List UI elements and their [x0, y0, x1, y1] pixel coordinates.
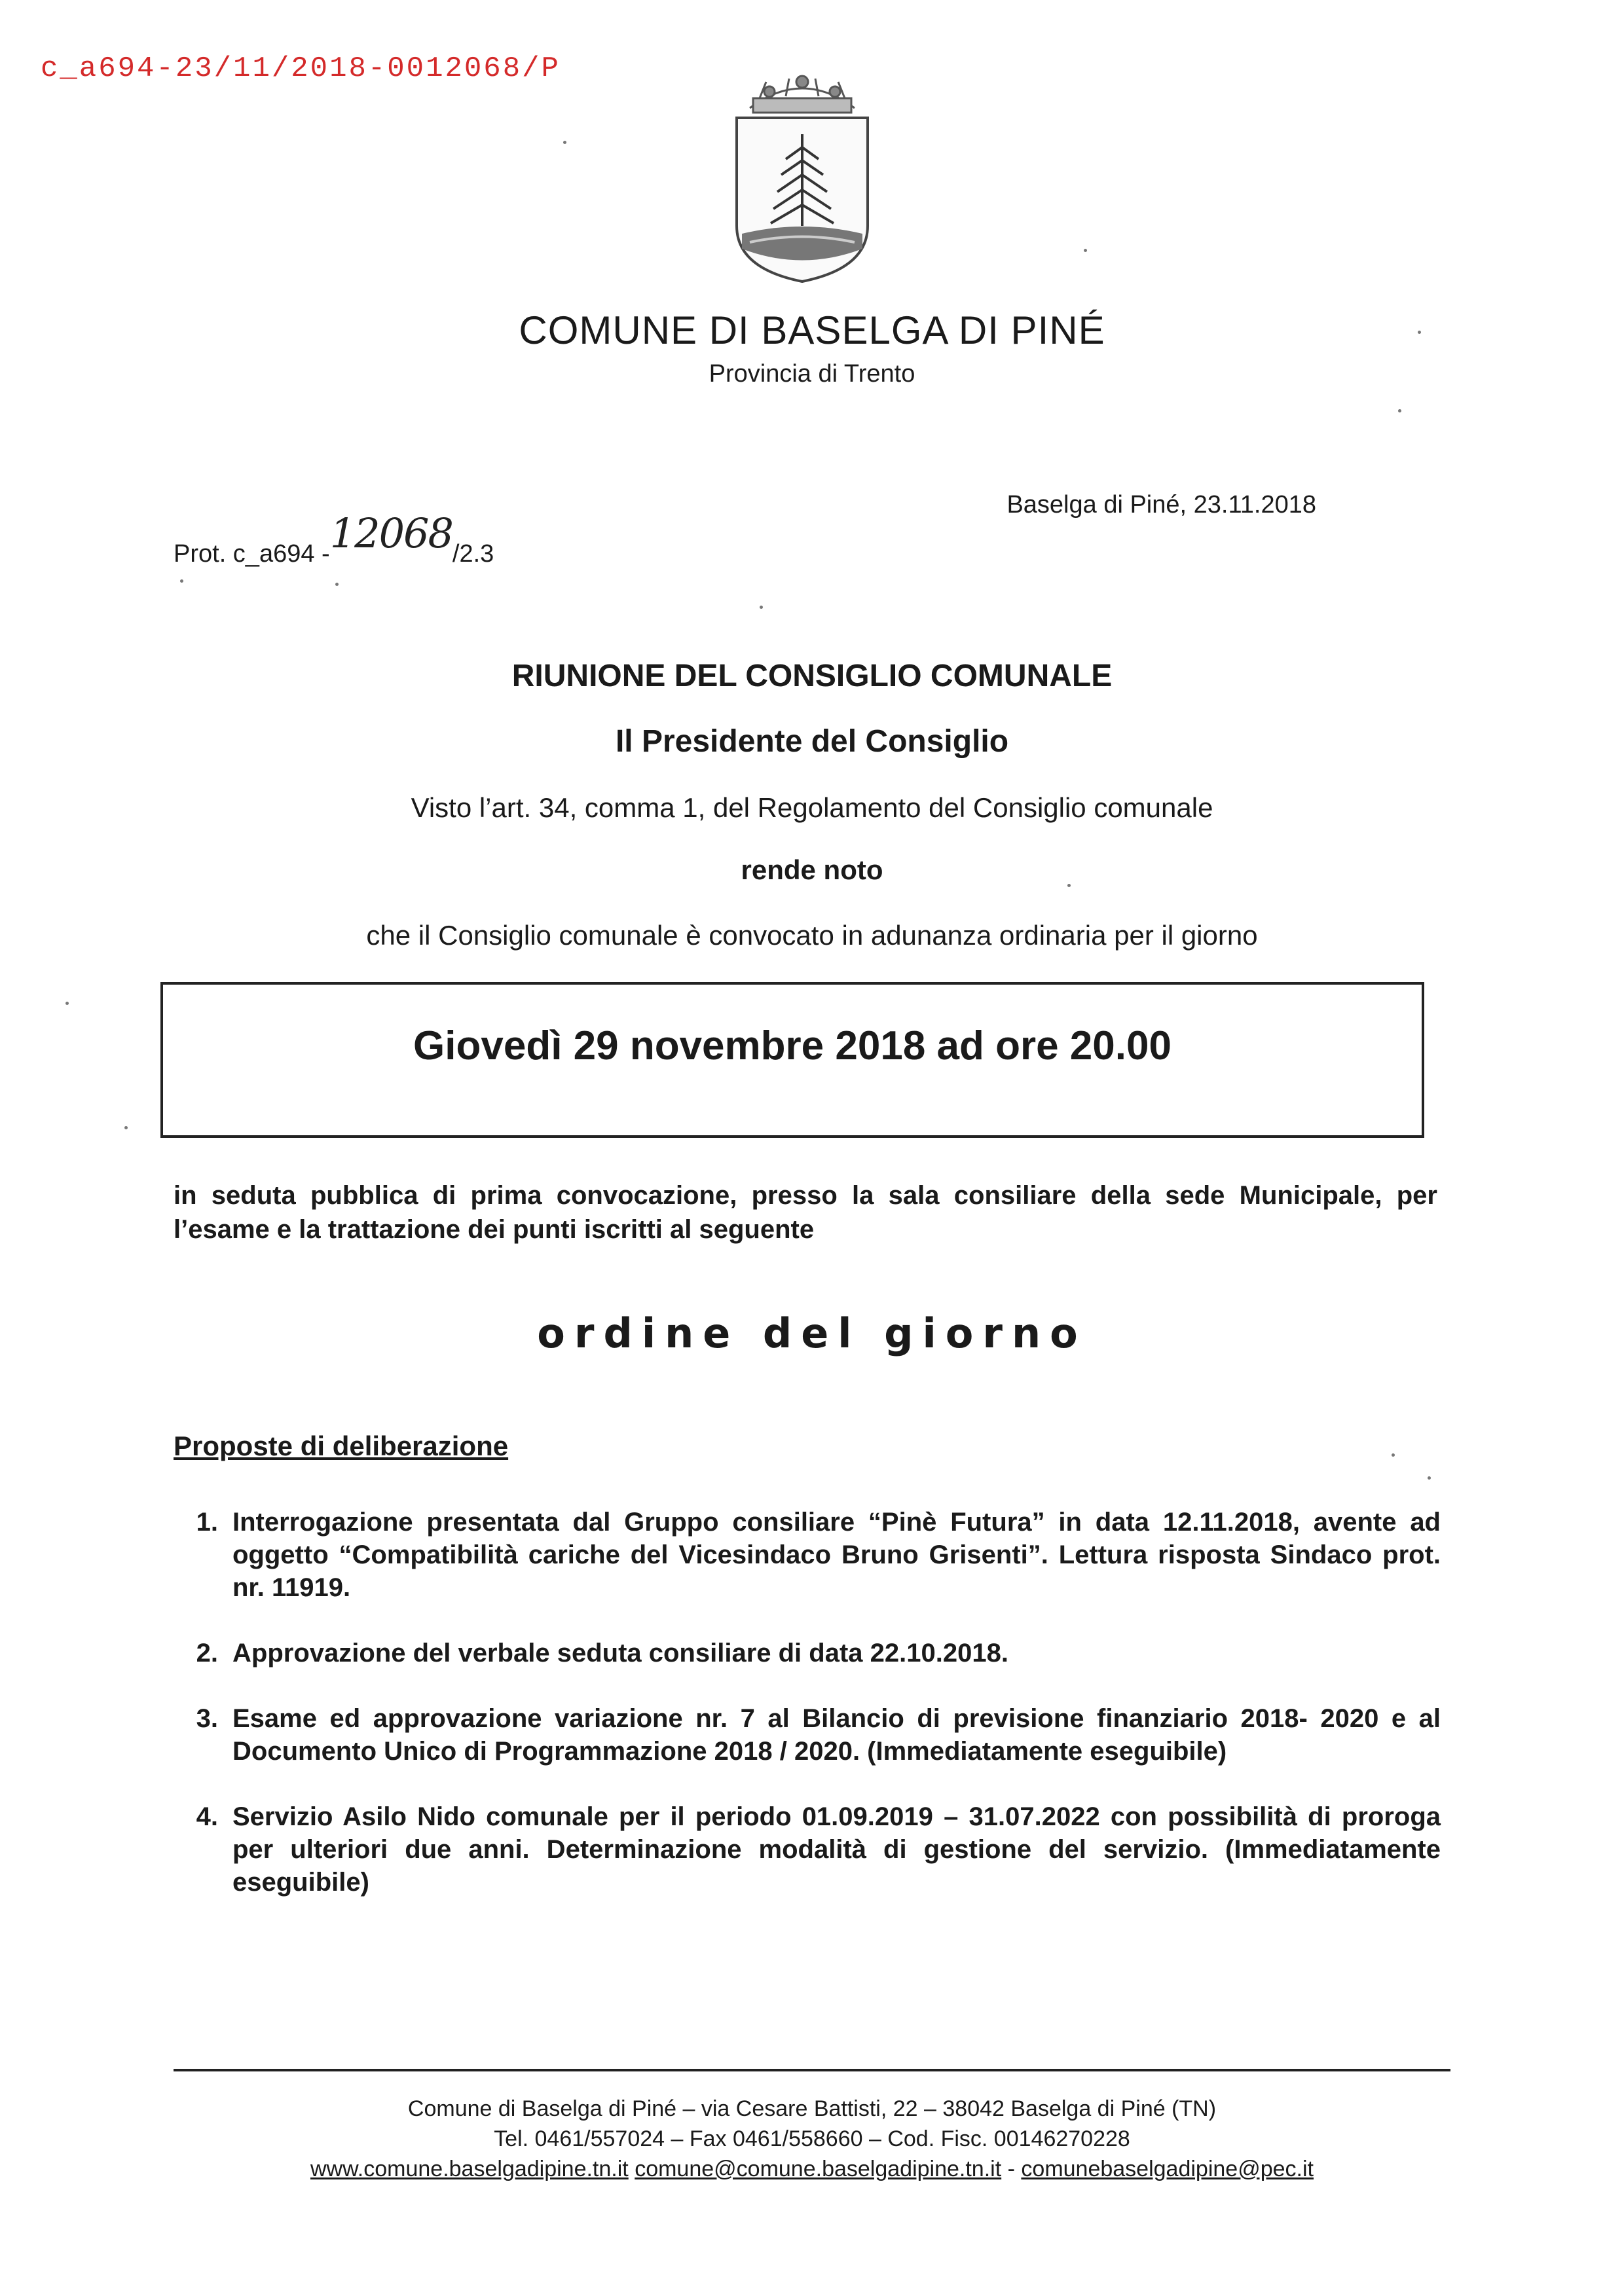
agenda-item-number: 1.	[196, 1508, 218, 1537]
meeting-datetime-box	[160, 982, 1424, 1138]
agenda-item-text: Approvazione del verbale seduta consiliare di data 22.10.2018.	[232, 1639, 1008, 1667]
protocol-handwritten-number: 12068	[329, 509, 452, 557]
org-name: COMUNE DI BASELGA DI PINÉ	[519, 308, 1105, 352]
agenda-heading: ordine del giorno	[537, 1309, 1087, 1357]
scan-speck	[760, 606, 763, 609]
meeting-datetime: Giovedì 29 novembre 2018 ad ore 20.00	[413, 1023, 1172, 1068]
scan-speck	[65, 1002, 69, 1005]
agenda-item-number: 4.	[196, 1802, 218, 1831]
scan-speck	[563, 141, 566, 144]
footer-website-link[interactable]: www.comune.baselgadipine.tn.it	[310, 2157, 629, 2181]
scan-speck	[1392, 1453, 1395, 1457]
footer	[0, 2094, 1624, 2184]
protocol-number	[174, 509, 494, 572]
agenda-item-text: Esame ed approvazione variazione nr. 7 al Bilancio di previsione finanziario 2018- 2020 e al Documento Unico di Programmazione 2018 / 2020. (Immediatamente eseguibile)	[232, 1704, 1441, 1766]
scan-speck	[1398, 409, 1401, 412]
footer-divider	[174, 2069, 1450, 2071]
scan-speck	[124, 1126, 128, 1129]
scan-speck	[335, 583, 339, 586]
agenda-section-title: Proposte di deliberazione	[174, 1430, 509, 1461]
footer-links	[0, 2154, 1624, 2184]
coat-of-arms-icon	[724, 62, 881, 285]
agenda-item-number: 2.	[196, 1639, 218, 1667]
session-text: in seduta pubblica di prima convocazione, presso la sala consiliare della sede Municipale, per l’esame e la trattazione dei punti iscritti al seguente	[174, 1181, 1437, 1244]
footer-email-link[interactable]: comune@comune.baselgadipine.tn.it	[635, 2157, 1002, 2181]
meeting-convocation: che il Consiglio comunale è convocato in adunanza ordinaria per il giorno	[366, 920, 1258, 951]
agenda-item	[174, 1702, 1441, 1768]
scan-speck	[1418, 331, 1421, 334]
footer-address: Comune di Baselga di Piné – via Cesare Battisti, 22 – 38042 Baselga di Piné (TN)	[407, 2096, 1217, 2121]
scan-speck	[1428, 1476, 1431, 1480]
footer-contacts: Tel. 0461/557024 – Fax 0461/558660 – Cod. Fisc. 00146270228	[494, 2126, 1130, 2151]
agenda-item-text: Interrogazione presentata dal Gruppo consiliare “Pinè Futura” in data 12.11.2018, avente ad oggetto “Compatibilità cariche del Vicesindaco Bruno Grisenti”. Lettura risposta Sindaco prot. nr. 11919.	[232, 1508, 1441, 1602]
meeting-reference: Visto l’art. 34, comma 1, del Regolamento del Consiglio comunale	[411, 792, 1213, 823]
meeting-issuer: Il Presidente del Consiglio	[615, 724, 1009, 759]
place-date: Baselga di Piné, 23.11.2018	[1006, 491, 1316, 519]
meeting-notice: rende noto	[741, 854, 883, 885]
scan-speck	[1067, 884, 1071, 887]
agenda-list	[174, 1506, 1441, 1931]
agenda-item-number: 3.	[196, 1704, 218, 1733]
protocol-stamp: c_a694-23/11/2018-0012068/P	[41, 52, 561, 85]
agenda-item	[174, 1637, 1441, 1669]
province-label: Provincia di Trento	[709, 360, 915, 388]
protocol-prefix: Prot. c_a694 -	[174, 540, 330, 568]
footer-pec-link[interactable]: comunebaselgadipine@pec.it	[1021, 2157, 1314, 2181]
footer-separator: -	[1007, 2157, 1015, 2181]
scan-speck	[1084, 249, 1087, 252]
agenda-item-text: Servizio Asilo Nido comunale per il periodo 01.09.2019 – 31.07.2022 con possibilità di proroga per ulteriori due anni. Determinazione modalità di gestione del servizio. (Immediatamente eseguibile)	[232, 1802, 1441, 1897]
meeting-title: RIUNIONE DEL CONSIGLIO COMUNALE	[511, 659, 1113, 693]
agenda-item	[174, 1506, 1441, 1604]
scan-speck	[180, 579, 183, 583]
agenda-item	[174, 1800, 1441, 1899]
protocol-suffix: /2.3	[452, 540, 494, 568]
